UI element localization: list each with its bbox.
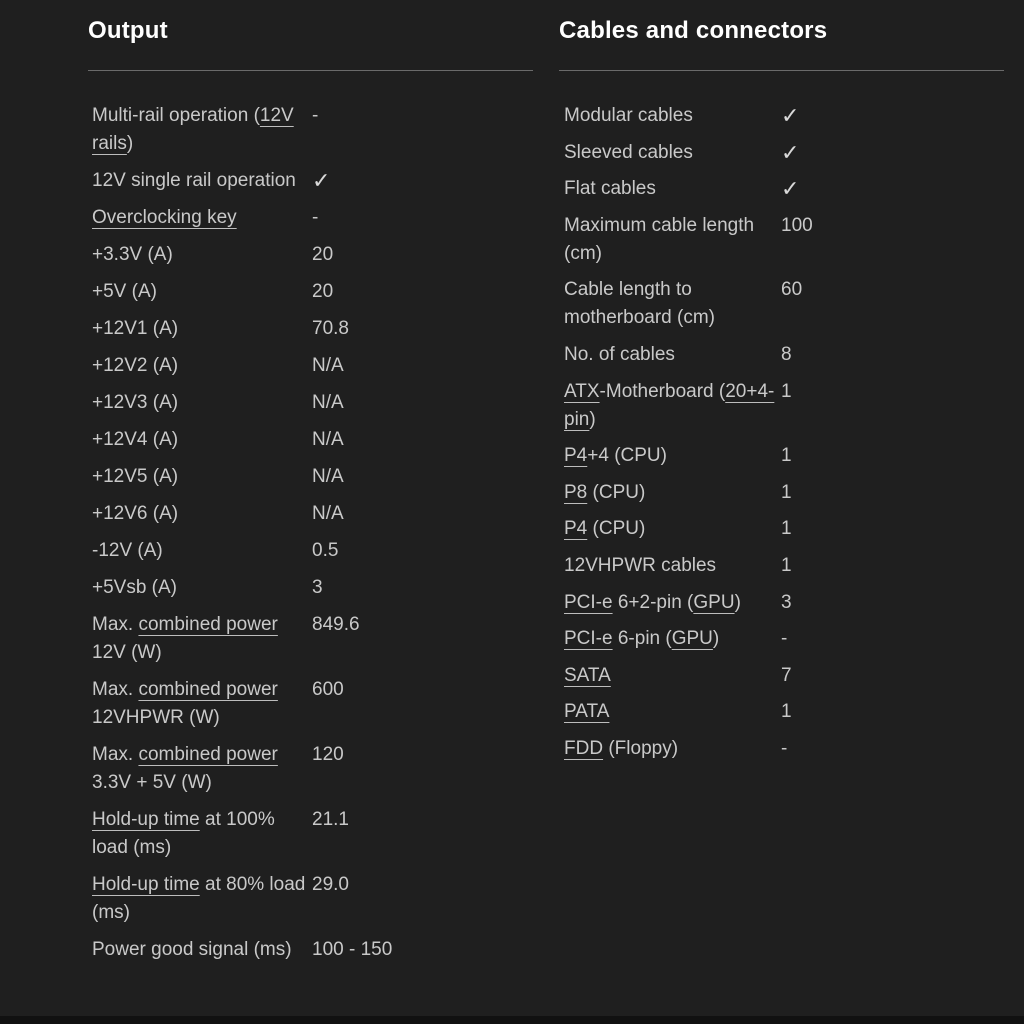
row-label: Hold-up time at 100% load (ms) [92, 809, 275, 858]
row-power-good [88, 936, 533, 964]
row-value: 20 [312, 244, 334, 265]
row-p4 [559, 515, 1004, 543]
cables-heading: Cables and connectors [559, 17, 828, 44]
row-single-rail [88, 167, 533, 195]
row-value: - [312, 207, 319, 228]
row-value: 8 [781, 343, 792, 365]
row-value: 60 [781, 279, 803, 301]
row-combined-12v [88, 611, 533, 667]
row-label: PCI-e 6+2-pin (GPU) [564, 591, 741, 613]
row-5v [88, 278, 533, 306]
row-12vhpwr [559, 552, 1004, 580]
link-pci-e[interactable]: PCI-e [564, 628, 613, 650]
row-holdup-80 [88, 871, 533, 927]
link-hold-up-time[interactable]: Hold-up time [92, 809, 200, 830]
row-label: Multi-rail operation (12V rails) [92, 105, 294, 154]
link-pci-e[interactable]: PCI-e [564, 591, 613, 613]
row-label [559, 662, 781, 690]
row-value: - [312, 105, 319, 126]
row-value: 600 [312, 679, 344, 700]
row-label: Max. combined power 12V (W) [92, 614, 278, 663]
row-12v5 [88, 463, 533, 491]
row-label: Hold-up time at 80% load (ms) [92, 874, 306, 923]
check-icon: ✓ [781, 176, 800, 202]
row-value: 1 [781, 481, 792, 503]
row-label: Modular cables [564, 105, 693, 126]
row-flat [559, 175, 1004, 203]
link-atx[interactable]: ATX [564, 380, 600, 402]
row-p8 [559, 479, 1004, 507]
row-value: 1 [781, 445, 792, 467]
row-fdd [559, 735, 1004, 763]
link-combined-power[interactable]: combined power [138, 614, 278, 635]
row-value: 7 [781, 664, 792, 686]
row-label: Max. combined power 12VHPWR (W) [92, 679, 278, 728]
row-12v6 [88, 500, 533, 528]
row-value: 0.5 [312, 540, 339, 561]
cables-section [559, 0, 1004, 763]
output-divider [88, 70, 533, 71]
row-label: +5Vsb (A) [92, 577, 178, 598]
row-pcie-6 [559, 625, 1004, 653]
row-combined-3v3-5v [88, 741, 533, 797]
cables-table [559, 102, 1004, 763]
link-p4[interactable]: P4 [564, 445, 588, 467]
row-value: N/A [312, 429, 344, 450]
row-value: 1 [781, 554, 792, 576]
check-icon: ✓ [312, 168, 331, 193]
row-label: Power good signal (ms) [92, 939, 292, 960]
row-label [88, 204, 312, 232]
check-icon: ✓ [781, 103, 800, 128]
row-atx [559, 378, 1004, 434]
row-value: 21.1 [312, 809, 349, 830]
row-sleeved [559, 139, 1004, 167]
row-overclocking-key [88, 204, 533, 232]
row-cable-length-mb [559, 276, 1004, 332]
row-value: - [781, 628, 788, 650]
row-label: Sleeved cables [564, 141, 693, 163]
row-label: Max. combined power 3.3V + 5V (W) [92, 744, 278, 793]
link-p8[interactable]: P8 [564, 481, 588, 503]
row-p4-4 [559, 442, 1004, 470]
row-pcie-6-2 [559, 589, 1004, 617]
row-value: N/A [312, 466, 344, 487]
row-combined-12vhpwr [88, 676, 533, 732]
row-label: +12V4 (A) [92, 429, 179, 450]
row-label: P8 (CPU) [564, 481, 646, 503]
row-value: 3 [781, 591, 792, 613]
output-section [88, 0, 533, 964]
row-value: 70.8 [312, 318, 349, 339]
row-max-cable-length [559, 212, 1004, 268]
link-hold-up-time[interactable]: Hold-up time [92, 874, 200, 895]
row-label: 12VHPWR cables [564, 554, 717, 576]
row-multi-rail [88, 102, 533, 158]
row-label: +12V1 (A) [92, 318, 179, 339]
row-label: -12V (A) [92, 540, 163, 561]
row-value: 100 [781, 214, 813, 236]
check-icon: ✓ [781, 139, 800, 165]
row-label: P4 (CPU) [564, 518, 646, 540]
row-label: Cable length to motherboard (cm) [564, 279, 715, 329]
link-overclocking-key[interactable]: Overclocking key [92, 207, 237, 228]
row-label: +3.3V (A) [92, 244, 173, 265]
row-value: - [781, 737, 788, 759]
row-label: P4+4 (CPU) [564, 445, 667, 467]
row-value: 849.6 [312, 614, 360, 635]
row-label: +12V2 (A) [92, 355, 179, 376]
bottom-border [0, 1016, 1024, 1024]
row-label: FDD (Floppy) [564, 737, 679, 759]
row-value: 1 [781, 518, 792, 540]
row-label: +12V3 (A) [92, 392, 179, 413]
link-p4[interactable]: P4 [564, 518, 588, 540]
row-label: ATX-Motherboard (20+4-pin) [564, 380, 775, 430]
link-gpu[interactable]: GPU [671, 628, 713, 650]
output-heading: Output [88, 17, 168, 44]
row-12v3 [88, 389, 533, 417]
row-label: Maximum cable length (cm) [564, 214, 755, 264]
row-label: +12V5 (A) [92, 466, 179, 487]
row-label: 12V single rail operation [92, 170, 296, 191]
row-value: N/A [312, 355, 344, 376]
row-value: 120 [312, 744, 344, 765]
row-label: Flat cables [564, 178, 656, 200]
row-label [559, 698, 781, 726]
row-3v3 [88, 241, 533, 269]
row-pata [559, 698, 1004, 726]
row-value: 29.0 [312, 874, 349, 895]
row-label: +5V (A) [92, 281, 157, 302]
row-12v1 [88, 315, 533, 343]
row-value: 1 [781, 380, 792, 402]
link-12v[interactable]: 12V [259, 105, 294, 126]
row-12v2 [88, 352, 533, 380]
link-combined-power[interactable]: combined power [138, 744, 278, 765]
row-value: 100 - 150 [312, 939, 393, 960]
row-label: PCI-e 6-pin (GPU) [564, 628, 720, 650]
cables-divider [559, 70, 1004, 71]
link-gpu[interactable]: GPU [693, 591, 735, 613]
link-combined-power[interactable]: combined power [138, 679, 278, 700]
link-rails[interactable]: rails [92, 133, 127, 154]
row-holdup-100 [88, 806, 533, 862]
row-minus-12v [88, 537, 533, 565]
row-label: +12V6 (A) [92, 503, 179, 524]
output-table [88, 102, 533, 964]
link-pata[interactable]: PATA [564, 701, 610, 723]
row-sata [559, 662, 1004, 690]
link-20-4-pin[interactable]: 20+4-pin [564, 380, 775, 430]
row-value: 20 [312, 281, 334, 302]
row-value: N/A [312, 503, 344, 524]
row-value: 1 [781, 701, 792, 723]
row-label: No. of cables [564, 343, 675, 365]
row-5vsb [88, 574, 533, 602]
row-modular [559, 102, 1004, 130]
row-12v4 [88, 426, 533, 454]
row-value: 3 [312, 577, 323, 598]
row-no-of-cables [559, 341, 1004, 369]
row-value: N/A [312, 392, 344, 413]
link-fdd[interactable]: FDD [564, 737, 604, 759]
link-sata[interactable]: SATA [564, 664, 611, 686]
